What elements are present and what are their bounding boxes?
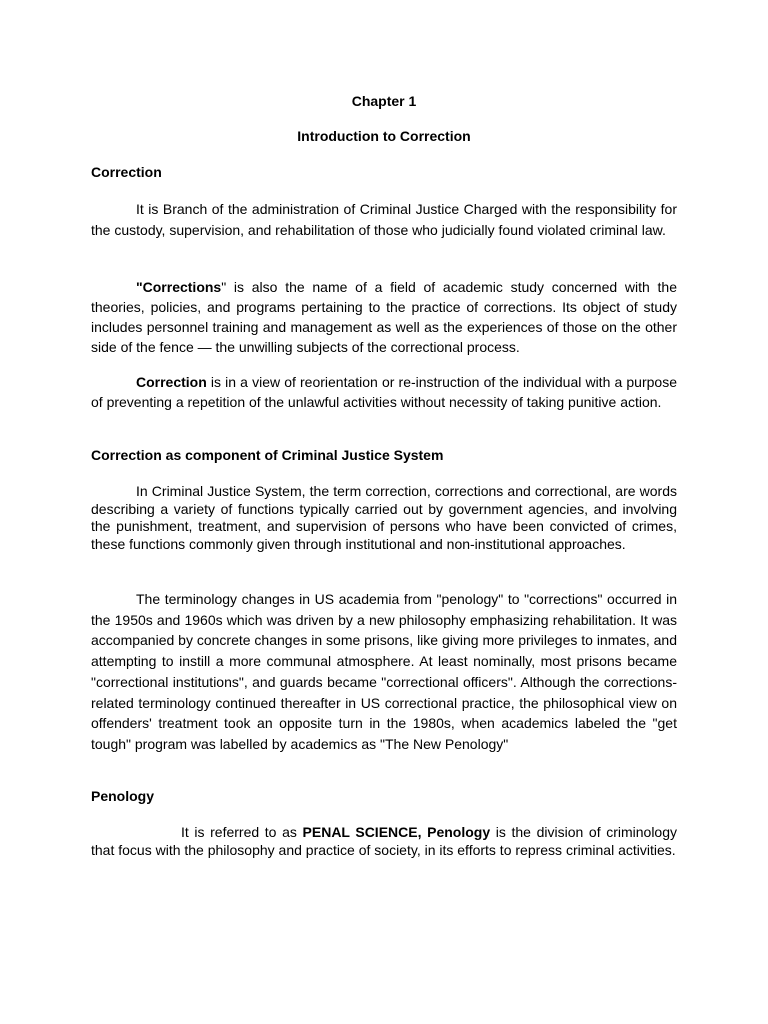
- section-heading-penology: Penology: [91, 788, 155, 804]
- paragraph-penology-text: is the division of criminology that focus with the philosophy and practice of society, in its efforts to repress criminal activities.: [91, 824, 678, 858]
- paragraph-penology-definition: [91, 823, 677, 859]
- term-penal-science: PENAL SCIENCE, Penology: [302, 824, 491, 840]
- chapter-label: Chapter 1: [351, 93, 417, 109]
- term-correction: Correction: [136, 374, 207, 390]
- chapter-title: Introduction to Correction: [297, 128, 471, 144]
- section-heading-correction: Correction: [91, 164, 162, 180]
- paragraph-corrections-field-text: " is also the name of a field of academic study concerned with the theories, policies, and programs pertaining to the practice of corrections. Its object of study includes personnel training and management as well as the experiences of those on the other side of the fence — the unwilling subjects of the correctional process.: [91, 279, 677, 355]
- paragraph-penology-lead: It is referred to as: [181, 824, 303, 840]
- paragraph-correction-reorientation-text: is in a view of reorientation or re-instruction of the individual with a purpose of preventing a repetition of the unlawful activities without necessity of taking punitive action.: [91, 374, 677, 410]
- term-corrections: "Corrections: [136, 279, 222, 295]
- paragraph-corrections-field: [91, 277, 677, 357]
- section-heading-component: Correction as component of Criminal Justice System: [91, 447, 444, 463]
- paragraph-correction-reorientation: [91, 372, 677, 412]
- paragraph-terminology-changes: The terminology changes in US academia from "penology" to "corrections" occurred in the 1950s and 1960s which was driven by a new philosophy emphasizing rehabilitation. It was accompanied by concrete changes in some prisons, like giving more privileges to inmates, and attempting to instill a more communal atmosphere. At least nominally, most prisons became "correctional institutions", and guards became "correctional officers". Although the corrections-related terminology continued thereafter in US correctional practice, the philosophical view on offenders' treatment took an opposite turn in the 1980s, when academics labeled the "get tough" program was labelled by academics as "The New Penology": [91, 591, 677, 752]
- paragraph-correction-definition: It is Branch of the administration of Criminal Justice Charged with the responsibility for the custody, supervision, and rehabilitation of those who judicially found violated criminal law.: [91, 201, 677, 238]
- paragraph-cjs-functions: In Criminal Justice System, the term correction, corrections and correctional, are words describing a variety of functions typically carried out by government agencies, and involving the punishment, treatment, and supervision of persons who have been convicted of crimes, these functions commonly given through institutional and non-institutional approaches.: [91, 483, 677, 552]
